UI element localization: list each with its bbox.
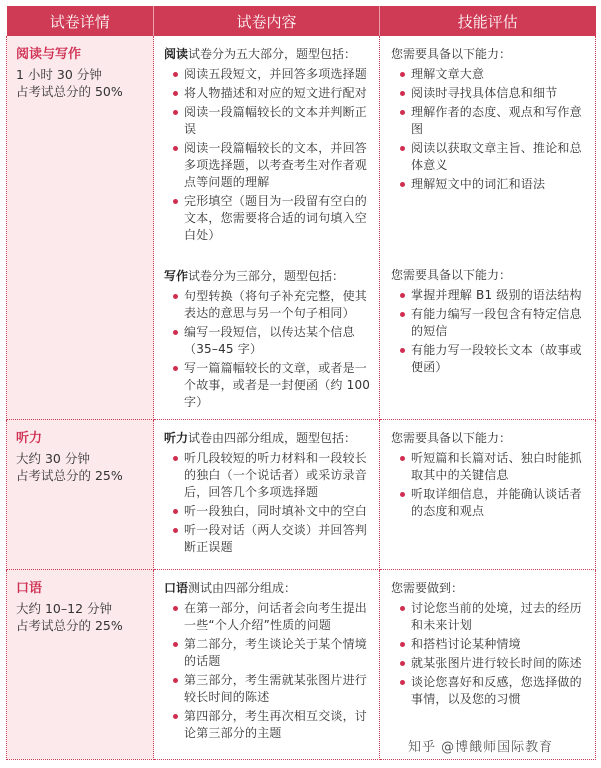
content-intro <box>164 268 373 285</box>
bullet-icon <box>400 642 405 647</box>
header-skills: 技能评估 <box>380 6 596 36</box>
bullet-icon <box>173 714 178 719</box>
bullet-icon <box>400 72 405 77</box>
list-item <box>164 503 373 520</box>
bullet-icon <box>173 294 178 299</box>
content-list <box>164 450 373 556</box>
list-item-text: 阅读时寻找具体信息和细节 <box>411 86 558 100</box>
bullet-icon <box>173 330 178 335</box>
list-item <box>391 450 589 484</box>
list-item-text: 听取详细信息，并能确认谈话者的态度和观点 <box>411 486 582 518</box>
list-item <box>164 600 373 634</box>
list-item-text: 第二部分，考生谈论关于某个情境的话题 <box>184 636 368 668</box>
skills-intro: 您需要具备以下能力： <box>391 268 512 282</box>
list-item <box>391 674 589 708</box>
bullet-icon <box>400 661 405 666</box>
list-item-text: 阅读五段短文，并回答多项选择题 <box>184 67 368 81</box>
list-item-text: 谈论您喜好和反感，您选择做的事情，以及您的习惯 <box>411 674 582 706</box>
content-intro-bold: 阅读 <box>164 47 189 61</box>
list-item-text: 理解短文中的词汇和语法 <box>411 177 546 191</box>
skills-intro: 您需要做到： <box>391 580 464 595</box>
section-content-cell <box>154 419 380 569</box>
list-item-text: 听一段独白，同时填补文中的空白 <box>184 503 368 518</box>
bullet-icon <box>400 348 405 353</box>
watermark <box>408 736 553 755</box>
list-item <box>391 140 589 174</box>
content-intro <box>164 46 373 63</box>
content-intro-text: 试卷由四部分组成，题型包括： <box>188 430 357 445</box>
list-item <box>164 360 373 411</box>
content-intro-bold: 听力 <box>164 430 189 445</box>
list-item-text: 掌握并理解 B1 级别的语法结构 <box>411 288 582 302</box>
list-item-text: 第四部分，考生再次相互交谈，讨论第三部分的主题 <box>184 708 368 740</box>
bullet-icon <box>400 312 405 317</box>
content-intro-text: 试卷分为三部分，题型包括： <box>188 269 345 283</box>
bullet-icon <box>400 492 405 497</box>
section-title: 阅读与写作 <box>16 47 82 62</box>
bullet-icon <box>173 146 178 151</box>
bullet-icon <box>173 110 178 115</box>
list-item-text: 有能力编写一段包含有特定信息的短信 <box>411 307 582 338</box>
content-list <box>164 66 373 244</box>
content-intro <box>164 580 373 597</box>
content-intro-text: 测试由四部分组成： <box>188 580 297 595</box>
section-row <box>7 419 596 569</box>
skills-intro: 您需要具备以下能力： <box>391 47 512 61</box>
list-item <box>391 486 589 520</box>
content-intro-bold: 写作 <box>164 269 189 283</box>
list-item <box>164 66 373 83</box>
bullet-icon <box>400 293 405 298</box>
list-item <box>391 287 589 304</box>
section-title: 口语 <box>16 580 43 596</box>
list-item-text: 句型转换（将句子补充完整，使其表达的意思与另一个句子相同） <box>184 289 368 320</box>
list-item-text: 完形填空（题目为一段留有空白的文本，您需要将合适的词句填入空白处） <box>184 194 368 242</box>
bullet-icon <box>173 456 178 461</box>
bullet-icon <box>400 146 405 151</box>
list-item <box>164 324 373 358</box>
list-item <box>391 636 589 653</box>
list-item <box>164 450 373 501</box>
content-list <box>164 600 373 742</box>
content-intro-bold: 口语 <box>164 580 189 595</box>
list-item <box>391 306 589 340</box>
section-detail-line: 占考试总分的 25% <box>16 617 123 633</box>
section-details-cell <box>7 569 154 759</box>
list-item-text: 将人物描述和对应的短文进行配对 <box>184 86 368 100</box>
bullet-icon <box>400 456 405 461</box>
bullet-icon <box>173 642 178 647</box>
header-content: 试卷内容 <box>154 6 380 36</box>
exam-table <box>6 6 596 760</box>
list-item <box>391 176 589 193</box>
bullet-icon <box>400 91 405 96</box>
list-item-text: 理解作者的态度、观点和写作意图 <box>411 105 582 136</box>
list-item-text: 听一段对话（两人交谈）并回答判断正误题 <box>184 522 368 554</box>
bullet-icon <box>173 91 178 96</box>
bullet-icon <box>400 182 405 187</box>
section-details-cell <box>7 419 154 569</box>
list-item-text: 阅读一段篇幅较长的文本并判断正误 <box>184 105 368 136</box>
section-row <box>7 569 596 759</box>
section-title: 听力 <box>16 430 43 446</box>
list-item-text: 和搭档讨论某种情境 <box>411 636 521 651</box>
list-item-text: 第三部分，考生需就某张图片进行较长时间的陈述 <box>184 672 368 704</box>
section-skills-cell <box>380 569 596 759</box>
list-item <box>164 708 373 742</box>
list-item <box>391 104 589 138</box>
list-item-text: 有能力写一段较长文本（故事或便函） <box>411 343 582 374</box>
list-item <box>391 600 589 634</box>
skills-list <box>391 450 589 520</box>
list-item-text: 听短篇和长篇对话、独白时能抓取其中的关键信息 <box>411 450 582 482</box>
section-detail-line: 大约 10–12 分钟 <box>16 600 113 616</box>
bullet-icon <box>173 199 178 204</box>
bullet-icon <box>173 606 178 611</box>
bullet-icon <box>173 528 178 533</box>
list-item-text: 写一篇篇幅较长的文章，或者是一个故事，或者是一封便函（约 100 字） <box>184 361 371 409</box>
section-details-cell <box>7 36 154 419</box>
list-item <box>391 85 589 102</box>
list-item <box>391 655 589 672</box>
list-item <box>391 342 589 376</box>
list-item <box>164 288 373 322</box>
section-detail-line: 占考试总分的 25% <box>16 467 123 483</box>
bullet-icon <box>400 606 405 611</box>
section-detail-line: 占考试总分的 50% <box>16 84 123 99</box>
section-detail-line: 大约 30 分钟 <box>16 450 90 466</box>
bullet-icon <box>173 366 178 371</box>
bullet-icon <box>400 680 405 685</box>
section-skills-cell <box>380 419 596 569</box>
list-item-text: 讨论您当前的处境，过去的经历和未来计划 <box>411 600 582 632</box>
bullet-icon <box>400 110 405 115</box>
content-intro-text: 试卷分为五大部分，题型包括： <box>188 47 357 61</box>
list-item-text: 编写一段短信，以传达某个信息（35–45 字） <box>184 325 355 356</box>
section-row <box>7 36 596 419</box>
skills-list <box>391 600 589 708</box>
list-item <box>164 522 373 556</box>
section-content-cell <box>154 569 380 759</box>
list-item <box>164 104 373 138</box>
watermark-text: 知乎 @博餓师国际教育 <box>408 740 554 755</box>
bullet-icon <box>173 72 178 77</box>
list-item-text: 阅读以获取文章主旨、推论和总体意义 <box>411 141 582 172</box>
list-item-text: 理解文章大意 <box>411 67 485 81</box>
list-item <box>164 140 373 191</box>
skills-list <box>391 287 589 376</box>
section-detail-line: 1 小时 30 分钟 <box>16 67 102 82</box>
section-content-cell <box>154 36 380 419</box>
bullet-icon <box>173 509 178 514</box>
list-item <box>391 66 589 83</box>
bullet-icon <box>173 678 178 683</box>
list-item <box>164 85 373 102</box>
section-skills-cell <box>380 36 596 419</box>
list-item-text: 在第一部分，问话者会向考生提出一些“个人介绍”性质的问题 <box>184 600 368 632</box>
content-list <box>164 288 373 411</box>
skills-list <box>391 66 589 193</box>
skills-intro: 您需要具备以下能力： <box>391 430 512 445</box>
list-item <box>164 672 373 706</box>
list-item <box>164 636 373 670</box>
list-item-text: 就某张图片进行较长时间的陈述 <box>411 655 582 670</box>
list-item-text: 听几段较短的听力材料和一段较长的独白（一个说话者）或采访录音后，回答几个多项选择题 <box>184 450 368 499</box>
list-item-text: 阅读一段篇幅较长的文本，并回答多项选择题，以考查考生对作者观点等问题的理解 <box>184 141 368 189</box>
header-details: 试卷详情 <box>7 6 154 36</box>
content-intro <box>164 430 373 447</box>
header-row <box>7 6 596 36</box>
list-item <box>164 193 373 244</box>
